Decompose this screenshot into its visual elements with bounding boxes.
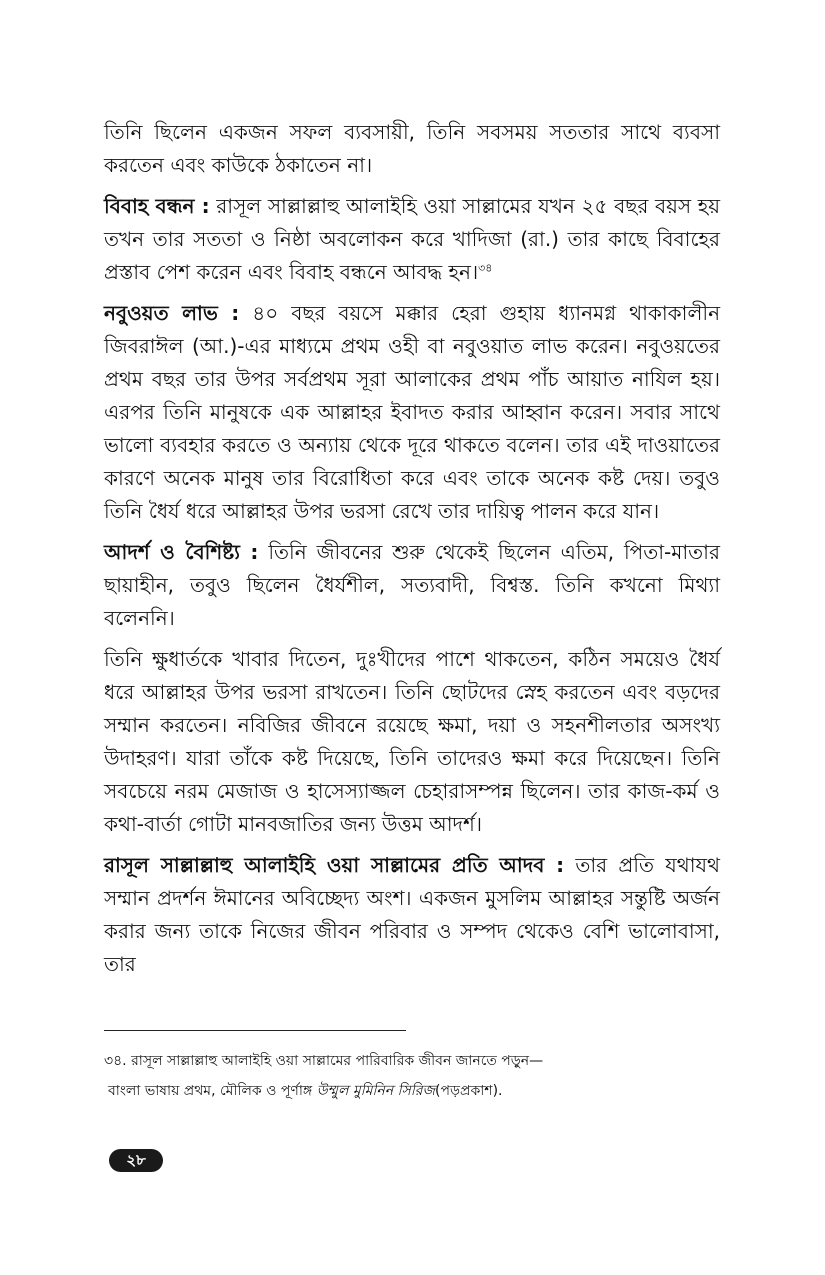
paragraph-text: তিনি ক্ষুধার্তকে খাবার দিতেন, দুঃখীদের পাশে থাকতেন, কঠিন সময়েও ধৈর্য ধরে আল্লাহর উপর ভরসা রাখতেন। তিনি ছোটদের স্নেহ করতেন এবং বড়দের সম্মান করতেন। নবিজির জীবনে রয়েছে ক্ষমা, দয়া ও সহনশীলতার অসংখ্য উদাহরণ। যারা তাঁকে কষ্ট দিয়েছে, তিনি তাদেরও ক্ষমা করে দিয়েছেন। তিনি সবচেয়ে নরম মেজাজ ও হাসেস্যাজ্জল চেহারাসম্পন্ন ছিলেন। তার কাজ-কর্ম ও কথা-বার্তা গোটা মানবজাতির জন্য উত্তম আদর্শ। [104, 647, 720, 836]
paragraph-text: তার প্রতি যথাযথ সম্মান প্রদর্শন ঈমানের অবিচ্ছেদ্য অংশ। একজন মুসলিম আল্লাহর সন্তুষ্টি অর্জন করার জন্য তাকে নিজের জীবন পরিবার ও সম্পদ থেকেও বেশি ভালোবাসা, তার [104, 853, 720, 976]
paragraph-etiquette [104, 849, 720, 981]
paragraph-text: তিনি জীবনের শুরু থেকেই ছিলেন এতিম, পিতা-মাতার ছায়াহীন, তবুও ছিলেন ধৈর্যশীল, সত্যবাদী, বিশ্বস্ত. তিনি কখনো মিথ্যা বলেননি। [104, 540, 720, 630]
paragraph-heading: রাসূল সাল্লাল্লাহু আলাইহি ওয়া সাল্লামের প্রতি আদব : [104, 853, 565, 877]
paragraph-text: ৪০ বছর বয়সে মক্কার হেরা গুহায় ধ্যানমগ্ন থাকাকালীন জিবরাঈল (আ.)-এর মাধ্যমে প্রথম ওহী বা নবুওয়াত লাভ করেন। নবুওয়তের প্রথম বছর তার উপর সর্বপ্রথম সূরা আলাকের প্রথম পাঁচ আয়াত নাযিল হয়। এরপর তিনি মানুষকে এক আল্লাহর ইবাদত করার আহ্বান করেন। সবার সাথে ভালো ব্যবহার করতে ও অন্যায় থেকে দূরে থাকতে বলেন। তার এই দাওয়াতের কারণে অনেক মানুষ তার বিরোধিতা করে এবং তাকে অনেক কষ্ট দেয়। তবুও তিনি ধৈর্য ধরে আল্লাহর উপর ভরসা রেখে তার দায়িত্ব পালন করে যান। [104, 301, 721, 523]
footnote-prefix: বাংলা ভাষায় প্রথম, মৌলিক ও পূর্ণাঙ্গ [108, 1083, 313, 1099]
paragraph-character [104, 536, 720, 635]
footnote-divider [104, 1030, 406, 1031]
footnote-publisher: (পড়প্রকাশ). [435, 1083, 503, 1099]
paragraph-marriage [104, 190, 720, 289]
footnote-34-line1: ৩৪. রাসূল সাল্লাল্লাহু আলাইহি ওয়া সাল্লামের পারিবারিক জীবন জানতে পড়ুন— [104, 1053, 544, 1069]
page-number-badge: ২৮ [109, 1149, 163, 1172]
body-text [104, 116, 720, 989]
paragraph-heading: বিবাহ বন্ধন : [104, 194, 210, 218]
footnote-book-title: উম্মুল মুমিনিন সিরিজ [316, 1083, 436, 1099]
paragraph-business [104, 116, 720, 182]
footnote-34-line2 [104, 1076, 724, 1106]
paragraph-prophethood [104, 297, 720, 528]
paragraph-heading: নবুওয়ত লাভ : [104, 301, 240, 325]
paragraph-heading: আদর্শ ও বৈশিষ্ট্য : [104, 540, 259, 564]
paragraph-virtues [104, 643, 720, 841]
footnotes [104, 1046, 724, 1106]
paragraph-text: রাসূল সাল্লাল্লাহু আলাইহি ওয়া সাল্লামের যখন ২৫ বছর বয়স হয় তখন তার সততা ও নিষ্ঠা অবলোকন করে খাদিজা (রা.) তার কাছে বিবাহের প্রস্তাব পেশ করেন এবং বিবাহ বন্ধনে আবদ্ধ হন। [104, 194, 721, 284]
footnote-reference[interactable]: ৩৪ [478, 261, 493, 275]
paragraph-text: তিনি ছিলেন একজন সফল ব্যবসায়ী, তিনি সবসময় সততার সাথে ব্যবসা করতেন এবং কাউকে ঠকাতেন না। [104, 120, 720, 177]
